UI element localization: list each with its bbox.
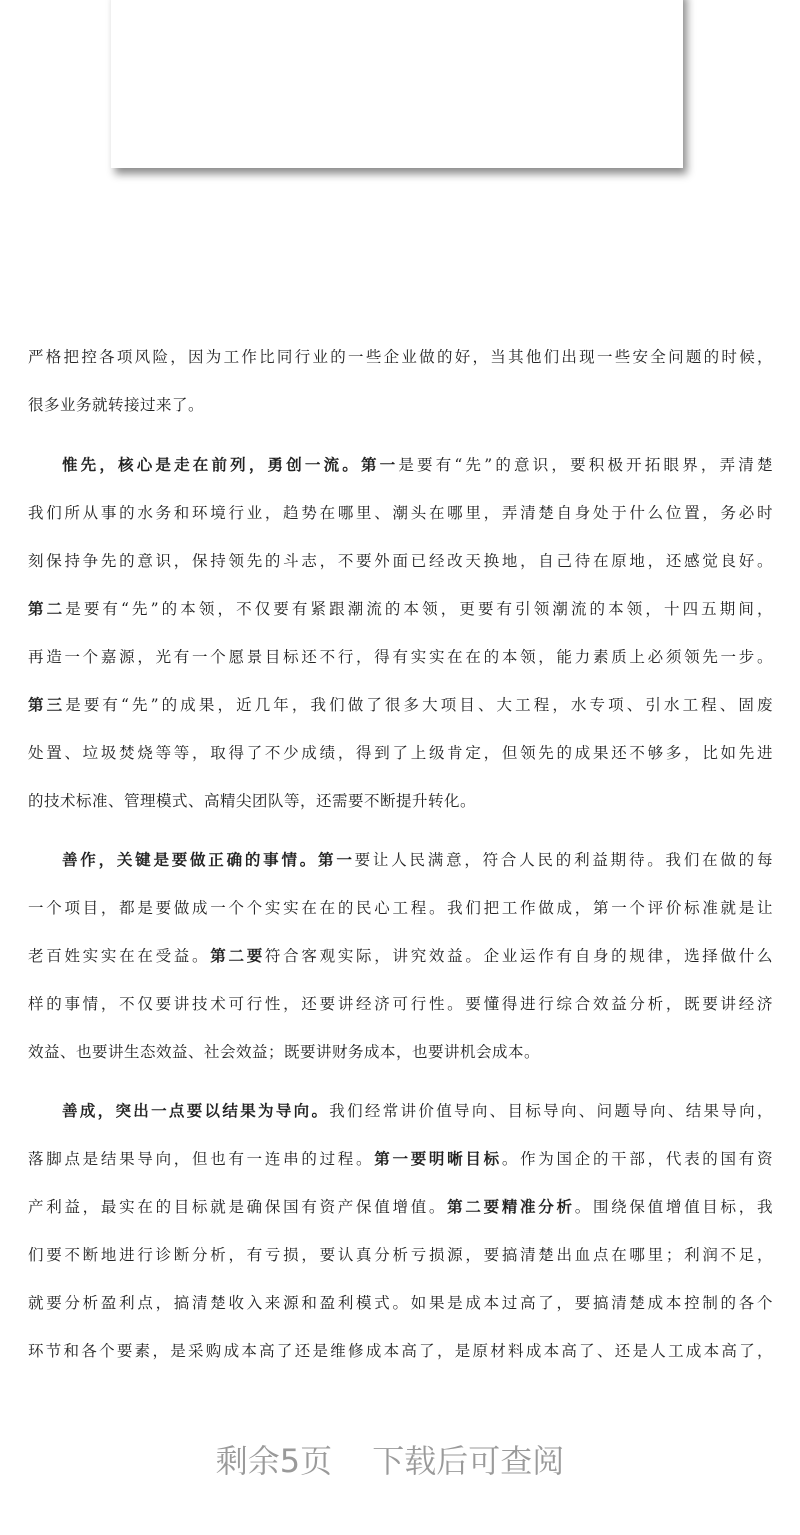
text: 。围绕保值增值目标，我 bbox=[574, 1198, 773, 1216]
text-line bbox=[28, 743, 773, 763]
download-prompt[interactable] bbox=[0, 1436, 780, 1482]
text: 是要有“先”的意识，要积极开拓眼界，弄清楚 bbox=[398, 456, 773, 474]
text: 再造一个嘉源，光有一个愿景目标还不行，得有实实在在的本领，能力素质上必须领先一步。 bbox=[28, 648, 773, 666]
text-line bbox=[28, 347, 773, 367]
bold-text: 善成，突出一点要以结果为导向。 bbox=[62, 1101, 330, 1120]
text: 严格把控各项风险，因为工作比同行业的一些企业做的好，当其他们出现一些安全问题的时候， bbox=[28, 348, 773, 366]
text-line bbox=[28, 395, 773, 415]
text: 效益、也要讲生态效益、社会效益；既要讲财务成本，也要讲机会成本。 bbox=[28, 1043, 541, 1061]
text-line bbox=[28, 898, 773, 918]
text: 很多业务就转接过来了。 bbox=[28, 396, 205, 414]
text: 就要分析盈利点，搞清楚收入来源和盈利模式。如果是成本过高了，要搞清楚成本控制的各个 bbox=[28, 1294, 773, 1312]
text-line bbox=[28, 1197, 773, 1217]
bold-text: 惟先，核心是走在前列，勇创一流。 bbox=[62, 455, 361, 474]
text-line bbox=[28, 599, 773, 619]
bold-text: 第二要精准分析 bbox=[447, 1197, 575, 1216]
text-line bbox=[28, 1245, 773, 1265]
text-line bbox=[28, 503, 773, 523]
bold-text: 第一要明晰目标 bbox=[374, 1149, 502, 1168]
text: 我们经常讲价值导向、目标导向、问题导向、结果导向， bbox=[329, 1102, 773, 1120]
bold-text: 第一 bbox=[318, 850, 355, 869]
text: 。作为国企的干部，代表的国有资 bbox=[501, 1150, 773, 1168]
text: 处置、垃圾焚烧等等，取得了不少成绩，得到了上级肯定，但领先的成果还不够多，比如先进 bbox=[28, 744, 773, 762]
bold-text: 第二要 bbox=[210, 946, 265, 965]
text: 老百姓实实在在受益。 bbox=[28, 947, 211, 965]
bold-text: 第二 bbox=[28, 599, 66, 618]
text: 要让人民满意，符合人民的利益期待。我们在做的每 bbox=[354, 851, 773, 869]
text-line bbox=[28, 1293, 773, 1313]
text: 刻保持争先的意识，保持领先的斗志，不要外面已经改天换地，自己待在原地，还感觉良好。 bbox=[28, 552, 773, 570]
text-line bbox=[62, 1101, 773, 1121]
text: 产利益，最实在的目标就是确保国有资产保值增值。 bbox=[28, 1198, 448, 1216]
text-line bbox=[28, 695, 773, 715]
text: 落脚点是结果导向，但也有一连串的过程。 bbox=[28, 1150, 375, 1168]
text: 是要有“先”的成果，近几年，我们做了很多大项目、大工程，水专项、引水工程、固废 bbox=[65, 696, 773, 714]
text: 的技术标准、管理模式、高精尖团队等，还需要不断提升转化。 bbox=[28, 792, 477, 810]
text-line bbox=[62, 455, 773, 475]
text: 一个项目，都是要做成一个个实实在在的民心工程。我们把工作做成，第一个评价标准就是让 bbox=[28, 899, 773, 917]
bold-text: 第三 bbox=[28, 695, 66, 714]
text: 们要不断地进行诊断分析，有亏损，要认真分析亏损源，要搞清楚出血点在哪里；利润不足， bbox=[28, 1246, 773, 1264]
text: 是要有“先”的本领，不仅要有紧跟潮流的本领，更要有引领潮流的本领，十四五期间， bbox=[65, 600, 773, 618]
text: 符合客观实际，讲究效益。企业运作有自身的规律，选择做什么 bbox=[264, 947, 773, 965]
text-line bbox=[28, 1042, 773, 1062]
text-line bbox=[62, 850, 773, 870]
text-line bbox=[28, 1341, 773, 1361]
text-line bbox=[28, 946, 773, 966]
download-to-view-label[interactable]: 下载后可查阅 bbox=[372, 1442, 565, 1480]
bold-text: 第一 bbox=[361, 455, 399, 474]
text-line bbox=[28, 994, 773, 1014]
text: 我们所从事的水务和环境行业，趋势在哪里、潮头在哪里，弄清楚自身处于什么位置，务必时 bbox=[28, 504, 773, 522]
text-line bbox=[28, 791, 773, 811]
text-line bbox=[28, 1149, 773, 1169]
text-line bbox=[28, 647, 773, 667]
text-line bbox=[28, 551, 773, 571]
bold-text: 善作，关键是要做正确的事情。 bbox=[62, 850, 319, 869]
text: 样的事情，不仅要讲技术可行性，还要讲经济可行性。要懂得进行综合效益分析，既要讲经济 bbox=[28, 995, 773, 1013]
previous-page-preview bbox=[111, 0, 683, 168]
text: 环节和各个要素，是采购成本高了还是维修成本高了，是原材料成本高了、还是人工成本高了， bbox=[28, 1342, 773, 1360]
remaining-pages-label: 剩余5页 bbox=[215, 1442, 333, 1480]
